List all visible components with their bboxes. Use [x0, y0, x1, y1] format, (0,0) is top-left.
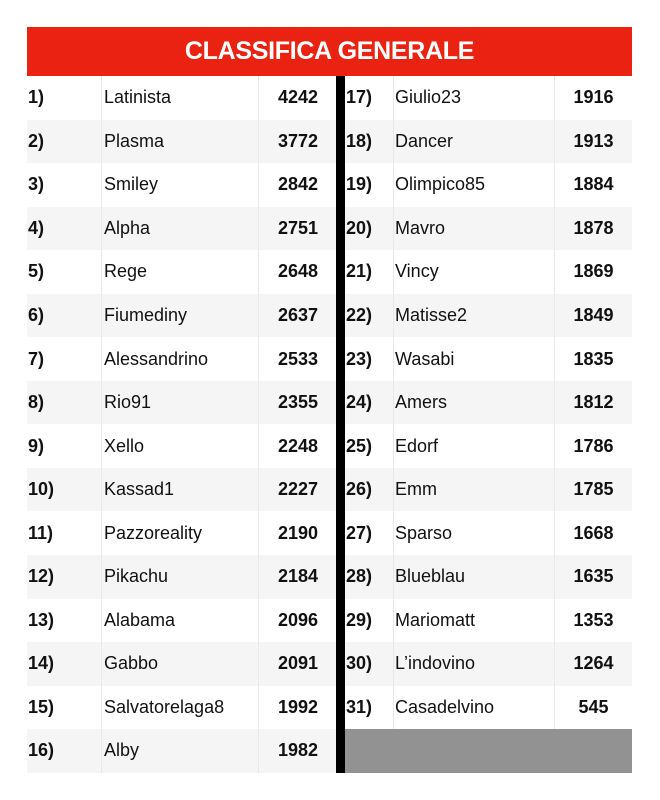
name-cell: Matisse2	[394, 294, 555, 338]
name-cell: Rio91	[102, 381, 259, 425]
rank-cell: 18)	[345, 120, 394, 164]
table-row	[345, 642, 632, 686]
name-cell: Gabbo	[102, 642, 259, 686]
table-row	[345, 381, 632, 425]
table-row	[27, 468, 336, 512]
table-row	[27, 555, 336, 599]
rank-cell: 28)	[345, 555, 394, 599]
score-cell: 2648	[277, 261, 318, 282]
name-cell: Kassad1	[102, 468, 259, 512]
score-cell: 1786	[573, 435, 614, 456]
table-row	[27, 76, 336, 120]
score-cell: 1353	[573, 609, 614, 630]
table-row	[27, 424, 336, 468]
score-cell: 1668	[573, 522, 614, 543]
name-cell: Xello	[102, 424, 259, 468]
rank-cell: 7)	[27, 337, 102, 381]
name-cell: Alessandrino	[102, 337, 259, 381]
table-row	[27, 163, 336, 207]
rank-cell: 29)	[345, 599, 394, 643]
table-row	[27, 294, 336, 338]
score-cell: 1635	[573, 566, 614, 587]
table-row	[345, 686, 632, 730]
rank-cell: 1)	[27, 76, 102, 120]
table-row	[27, 511, 336, 555]
right-column	[345, 76, 632, 773]
table-row	[345, 599, 632, 643]
rank-cell: 14)	[27, 642, 102, 686]
rank-cell: 8)	[27, 381, 102, 425]
rank-cell: 16)	[27, 729, 102, 773]
score-cell: 1913	[573, 130, 614, 151]
score-cell: 2842	[277, 174, 318, 195]
table-row	[27, 729, 336, 773]
name-cell: Rege	[102, 250, 259, 294]
rank-cell: 10)	[27, 468, 102, 512]
name-cell: Blueblau	[394, 555, 555, 599]
score-cell: 2751	[277, 217, 318, 238]
name-cell: Giulio23	[394, 76, 555, 120]
score-cell: 4242	[277, 87, 318, 108]
name-cell: Latinista	[102, 76, 259, 120]
name-cell: L’indovino	[394, 642, 555, 686]
table-row	[345, 294, 632, 338]
name-cell: Wasabi	[394, 337, 555, 381]
name-cell: Sparso	[394, 511, 555, 555]
table-row	[27, 686, 336, 730]
score-cell: 2096	[277, 609, 318, 630]
table-row	[345, 76, 632, 120]
score-cell: 2355	[277, 392, 318, 413]
table-row	[345, 120, 632, 164]
rank-cell: 20)	[345, 207, 394, 251]
rank-cell: 2)	[27, 120, 102, 164]
table-row	[27, 337, 336, 381]
table-row	[27, 250, 336, 294]
name-cell: Pazzoreality	[102, 511, 259, 555]
rank-cell: 12)	[27, 555, 102, 599]
name-cell: Salvatorelaga8	[102, 686, 259, 730]
rank-cell: 25)	[345, 424, 394, 468]
score-cell: 1869	[573, 261, 614, 282]
rank-cell: 22)	[345, 294, 394, 338]
name-cell: Plasma	[102, 120, 259, 164]
name-cell: Dancer	[394, 120, 555, 164]
score-cell: 1916	[573, 87, 614, 108]
rank-cell: 30)	[345, 642, 394, 686]
name-cell: Mavro	[394, 207, 555, 251]
table-row	[27, 120, 336, 164]
table-row	[27, 207, 336, 251]
score-cell: 2533	[277, 348, 318, 369]
leaderboard-title: CLASSIFICA GENERALE	[27, 27, 632, 76]
score-cell: 3772	[277, 130, 318, 151]
score-cell: 1992	[277, 696, 318, 717]
table-row	[27, 381, 336, 425]
rank-cell: 4)	[27, 207, 102, 251]
name-cell: Fiumediny	[102, 294, 259, 338]
rank-cell: 17)	[345, 76, 394, 120]
rank-cell: 26)	[345, 468, 394, 512]
column-separator	[336, 76, 345, 773]
name-cell: Smiley	[102, 163, 259, 207]
table-row	[345, 250, 632, 294]
name-cell: Emm	[394, 468, 555, 512]
rank-cell: 31)	[345, 686, 394, 730]
table-row	[345, 555, 632, 599]
rank-cell: 3)	[27, 163, 102, 207]
score-cell: 2091	[277, 653, 318, 674]
name-cell: Alby	[102, 729, 259, 773]
rank-cell: 6)	[27, 294, 102, 338]
score-cell: 1812	[573, 392, 614, 413]
rank-cell: 5)	[27, 250, 102, 294]
name-cell: Vincy	[394, 250, 555, 294]
score-cell: 1835	[573, 348, 614, 369]
rank-cell: 24)	[345, 381, 394, 425]
rank-cell: 9)	[27, 424, 102, 468]
name-cell: Casadelvino	[394, 686, 555, 730]
table-row	[27, 642, 336, 686]
score-cell: 2184	[277, 566, 318, 587]
table-row	[345, 468, 632, 512]
score-cell: 2227	[277, 479, 318, 500]
name-cell: Alpha	[102, 207, 259, 251]
leaderboard	[27, 27, 632, 773]
score-cell: 1785	[573, 479, 614, 500]
rank-cell: 19)	[345, 163, 394, 207]
score-cell: 1878	[573, 217, 614, 238]
table-row	[345, 207, 632, 251]
name-cell: Pikachu	[102, 555, 259, 599]
score-cell: 545	[578, 696, 609, 717]
table-row	[27, 599, 336, 643]
rank-cell: 27)	[345, 511, 394, 555]
name-cell: Edorf	[394, 424, 555, 468]
score-cell: 2637	[277, 305, 318, 325]
table-row	[345, 337, 632, 381]
score-cell: 2248	[277, 435, 318, 456]
leaderboard-columns	[27, 76, 632, 773]
name-cell: Mariomatt	[394, 599, 555, 643]
score-cell: 2190	[277, 522, 318, 543]
rank-cell: 13)	[27, 599, 102, 643]
name-cell: Amers	[394, 381, 555, 425]
table-row	[345, 163, 632, 207]
score-cell: 1884	[573, 174, 614, 195]
score-cell: 1264	[573, 653, 614, 674]
rank-cell: 11)	[27, 511, 102, 555]
left-column	[27, 76, 336, 773]
rank-cell: 21)	[345, 250, 394, 294]
score-cell: 1849	[573, 305, 614, 325]
table-row	[345, 424, 632, 468]
table-row	[345, 511, 632, 555]
name-cell: Alabama	[102, 599, 259, 643]
name-cell: Olimpico85	[394, 163, 555, 207]
empty-filler-cell	[345, 729, 632, 773]
rank-cell: 15)	[27, 686, 102, 730]
rank-cell: 23)	[345, 337, 394, 381]
score-cell: 1982	[277, 740, 318, 761]
